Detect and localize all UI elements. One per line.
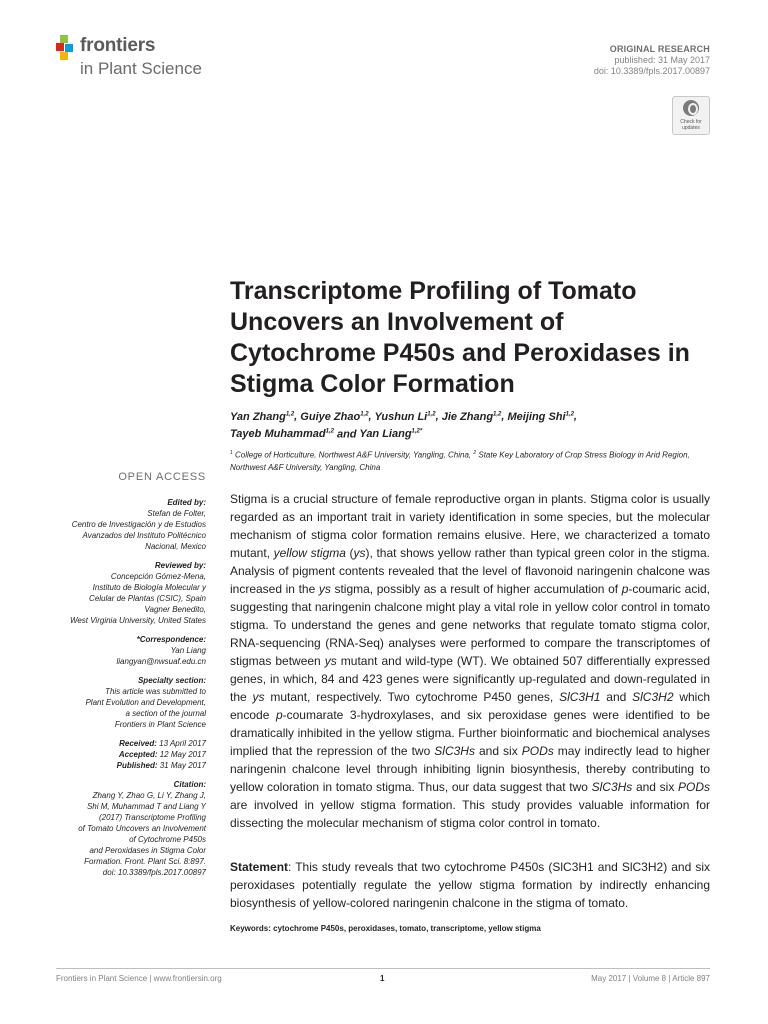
editor-line: Avanzados del Instituto Politécnico [82,531,206,540]
citation-line: of Tomato Uncovers an Involvement [78,824,206,833]
article-meta [594,44,710,77]
correspondence-heading: *Correspondence: [136,635,206,644]
editor-line: Centro de Investigación y de Estudios [71,520,206,529]
journal-name: in Plant Science [80,59,202,78]
editor-line: Nacional, Mexico [145,542,206,551]
author[interactable]: Yushun Li$^{1,2}$ [374,410,436,423]
article-type: ORIGINAL RESEARCH [609,44,710,54]
author[interactable]: Yan Liang$^{1,2*}$ [359,428,423,441]
author[interactable]: Yan Zhang$^{1,2}$ [230,410,295,423]
reviewer-line: Vagner Benedito, [144,605,206,614]
abstract: Stigma is a crucial structure of female reproductive organ in plants. Stigma color is usually regarded as an important trait in variety identification in some species, but the molecular mechanism of stigma color formation remains elusive. Here, we characterized a tomato mutant, yellow stigma (ys), that shows yellow rather than typical green color in the stigma. Analysis of pigment contents revealed that the level of flavonoid naringenin chalcone was increased in the ys stigma, possibly as a result of higher accumulation of p-coumaric acid, suggesting that naringenin chalcone might play a vital role in yellow color control in tomato stigma. To understand the genes and gene networks that regulate tomato stigma color, RNA-sequencing (RNA-Seq) analyses were performed to compare the transcriptomes of stigmas between ys mutant and wild-type (WT). We obtained 507 differentially expressed genes, in which, 84 and 423 genes were significantly up-regulated and down-regulated in the ys mutant, respectively. Two cytochrome P450 genes, SlC3H1 and SlC3H2 which encode p-coumarate 3-hydroxylases, and six peroxidase genes were identified to be dramatically inhibited in the yellow stigma. Further bioinformatic and biochemical analyses implied that the repression of the two SlC3Hs and six PODs may indirectly lead to higher naringenin chalcone level through inhibiting lignin biosynthesis, thereby contributing to yellow coloration in tomato stigma. Thus, our data suggest that two SlC3Hs and six PODs are involved in yellow stigma formation. This study provides valuable information for dissecting the molecular mechanism of stigma color control in tomato. [230,492,711,830]
citation-line: (2017) Transcriptome Profiling [98,813,206,822]
author-list: Yan Zhang$^{1,2}$, Guiye Zhao$^{1,2}$, Yushun Li$^{1,2}$, Jie Zhang$^{1,2}$, Meijing Shi$^{1,2}$, Tayeb Muhammad$^{1,2}$ and Yan Liang$^{1,2*}$ [230,410,577,441]
reviewer-line: Instituto de Biología Molecular y [92,583,206,592]
article-dates [40,738,206,771]
specialty-heading: Specialty section: [137,676,206,685]
page-number: 1 [380,974,385,983]
footer-journal-link[interactable]: Frontiers in Plant Science | www.frontiersin.org [56,974,222,983]
correspondence-email[interactable]: liangyan@nwsuaf.edu.cn [116,657,206,666]
citation-doi[interactable]: doi: 10.3389/fpls.2017.00897 [102,868,206,877]
accepted-date: 12 May 2017 [159,750,206,759]
correspondence-name: Yan Liang [170,646,206,655]
specialty-line: a section of the journal [125,709,206,718]
citation-line: Zhang Y, Zhao G, Li Y, Zhang J, [92,791,206,800]
footer-volume-info: May 2017 | Volume 8 | Article 897 [591,974,710,983]
reviewer-line: Concepción Gómez-Mena, [110,572,206,581]
specialty-line: Plant Evolution and Development, [85,698,206,707]
author[interactable]: Meijing Shi$^{1,2}$ [507,410,574,423]
frontiers-logo[interactable] [56,33,216,83]
footer-divider [56,968,710,969]
statement [230,858,710,912]
frontiers-logo-mark-icon [56,35,78,61]
reviewer-line: West Virginia University, United States [69,616,206,625]
published-date: published: 31 May 2017 [614,55,710,65]
keywords: Keywords: cytochrome P450s, peroxidases, tomato, transcriptome, yellow stigma [230,924,541,933]
check-for-updates-badge[interactable] [672,96,710,135]
open-access-label: OPEN ACCESS [118,471,206,483]
author[interactable]: Jie Zhang$^{1,2}$ [441,410,502,423]
doi-link[interactable]: doi: 10.3389/fpls.2017.00897 [593,66,710,76]
statement-label: Statement [230,860,289,874]
citation-line: and Peroxidases in Stigma Color [89,846,206,855]
specialty-line: This article was submitted to [105,687,206,696]
received-label: Received: [119,739,157,748]
article-title: Transcriptome Profiling of Tomato Uncovers an Involvement of Cytochrome P450s and Peroxidases in Stigma Color Formation [230,277,690,398]
received-date: 13 April 2017 [159,739,206,748]
accepted-label: Accepted: [118,750,158,759]
affiliations: $^1$ College of Horticulture, Northwest A&F University, Yangling, China, $^2$ State Key Laboratory of Crop Stress Biology in Arid Region, Northwest A&F University, Yangling, China [230,450,690,472]
published-date-sidebar: 31 May 2017 [159,761,206,770]
editor-line: Stefan de Folter, [147,509,206,518]
citation-line: Shi M, Muhammad T and Liang Y [86,802,206,811]
author[interactable]: Tayeb Muhammad$^{1,2}$ [230,428,334,441]
update-check-icon [683,100,699,116]
published-label: Published: [116,761,158,770]
article-sidebar [40,497,206,878]
citation-line: of Cytochrome P450s [129,835,206,844]
edited-by-heading: Edited by: [167,498,206,507]
citation-heading: Citation: [173,780,206,789]
citation-line: Formation. Front. Plant Sci. 8:897. [84,857,206,866]
badge-label: Check for updates [680,119,702,131]
reviewer-line: Celular de Plantas (CSIC), Spain [89,594,206,603]
author[interactable]: Guiye Zhao$^{1,2}$ [300,410,369,423]
brand-name: frontiers [80,35,156,56]
reviewed-by-heading: Reviewed by: [154,561,206,570]
statement-text: : This study reveals that two cytochrome P450s (SlC3H1 and SlC3H2) and six peroxidases potentially regulate the yellow stigma formation by indirectly enhancing biosynthesis of yellow-colored naringenin chalcone in the stigma of tomato. [230,860,710,910]
specialty-line: Frontiers in Plant Science [114,720,206,729]
